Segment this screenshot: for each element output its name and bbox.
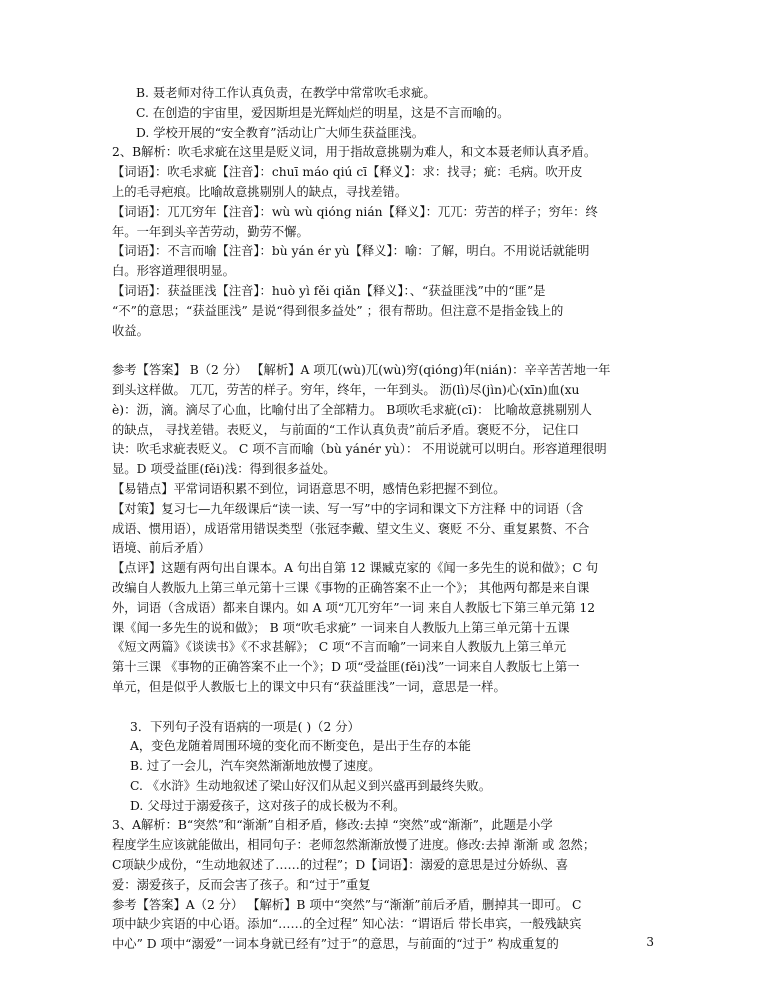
blank-line <box>112 698 658 718</box>
text-line: 的缺点， 寻找差错。表贬义， 与前面的“工作认真负责”前后矛盾。褒贬不分， 记住口 <box>112 422 579 437</box>
text-line: 成语、惯用语），成语常用错误类型（张冠李戴、望文生义、褒贬 不分、重复累赘、不合 <box>112 521 590 536</box>
text-line: 上的毛寻疤痕。比喻故意挑剔别人的缺点，寻找差错。 <box>112 184 408 199</box>
text-line: C. 在创造的宇宙里，爱因斯坦是光辉灿烂的明星，这是不言而喻的。 <box>136 105 510 120</box>
text-line: 外，词语（含成语）都来自课内。如 A 项“兀兀穷年”一词 来自人教版七下第三单元第 12 <box>112 600 596 615</box>
text-line: 【词语】：兀兀穷年【注音】：wù wù qióng nián【释义】：兀兀：劳苦的样子；穷年：终 <box>112 204 598 219</box>
text-line: 【词语】：吹毛求疵【注音】：chuī máo qiú cī【释义】：求：找寻；疵：毛病。吹开皮 <box>112 165 583 180</box>
text-line: 【对策】复习七—九年级课后“读一读、写一写”中的字词和课文下方注释 中的词语（含 <box>112 501 584 516</box>
text-line: 课《闻一多先生的说和做》； B 项“吹毛求疵” 一词来自人教版九上第三单元第十五课 <box>112 620 570 635</box>
document-body <box>112 84 658 955</box>
text-line: 年。一年到头辛苦劳动，勤劳不懈。 <box>112 224 309 239</box>
text-line: D. 父母过于溺爱孩子，这对孩子的成长极为不利。 <box>130 798 406 813</box>
text-line: 爱：溺爱孩子，反而会害了孩子。和“过于”重复 <box>112 877 371 892</box>
text-line: 语境、前后矛盾） <box>112 541 211 556</box>
text-line: 项中缺少宾语的中心语。添加“……的全过程” 知心法：“谓语后 带长串宾，一般残缺宾 <box>112 917 582 932</box>
text-line: 参考【答案】A（2 分） 【解析】B 项中“突然”与“渐渐”前后矛盾，删掉其一即可。 C <box>112 897 582 912</box>
text-line: 单元，但是似乎人教版七上的课文中只有“获益匪浅”一词，意思是一样。 <box>112 679 506 694</box>
text-line: 2、B解析：吹毛求疵在这里是贬义词，用于指故意挑剔为难人，和文本聂老师认真矛盾。 <box>112 145 597 160</box>
text-line: 【点评】这题有两句出自课本。A 句出自第 12 课臧克家的《闻一多先生的说和做》；C 句 <box>112 561 599 576</box>
page-number: 3 <box>646 935 654 949</box>
blank-line <box>112 341 658 361</box>
text-line: 参考【答案】 B（2 分） 【解析】A 项兀(wù)兀(wù)穷(qióng)年(nián)：辛辛苦苦地一年 <box>112 363 611 378</box>
text-line: B. 聂老师对待工作认真负责，在教学中常常吹毛求疵。 <box>136 86 436 100</box>
text-line: 显。D 项受益匪(fěi)浅：得到很多益处。 <box>112 462 336 477</box>
text-line: 《短文两篇》《谈读书》《不求甚解》； C 项“不言而喻”一词来自人教版九上第三单元 <box>112 640 567 655</box>
text-line: “不”的意思；“获益匪浅” 是说“得到很多益处” ；很有帮助。但注意不是指金钱上的 <box>112 303 564 318</box>
text-line: 【词语】：获益匪浅【注音】：huò yì fěi qiǎn【释义】：、“获益匪浅”中的“匪”是 <box>112 283 546 298</box>
text-line: 【词语】：不言而喻【注音】：bù yán ér yù【释义】：喻：了解，明白。不用说话就能明 <box>112 244 590 259</box>
text-line: 3、A解析：B“突然”和“渐渐”自相矛盾，修改:去掉 “突然”或“渐渐”，此题是小学 <box>112 818 553 833</box>
text-line: 改编自人教版九上第三单元第十三课《事物的正确答案不止一个》； 其他两句都是来自课 <box>112 580 590 595</box>
text-line: C项缺少成份，“生动地叙述了……的过程”；D【词语】：溺爱的意思是过分娇纵、喜 <box>112 858 569 873</box>
text-line: 到头这样做。 兀兀，劳苦的样子。穷年，终年，一年到头。 沥(lì)尽(jìn)心(xīn)血(xu <box>112 382 580 397</box>
text-line: D. 学校开展的“安全教育”活动让广大师生获益匪浅。 <box>136 125 425 140</box>
text-line: 程度学生应该就能做出，相同句子：老师忽然渐渐放慢了进度。修改:去掉 渐渐 或 忽然； <box>112 838 596 853</box>
text-line: 3．下列句子没有语病的一项是( )（2 分） <box>130 719 360 734</box>
text-line: C. 《水浒》生动地叙述了梁山好汉们从起义到兴盛再到最终失败。 <box>130 778 492 793</box>
text-line: B. 过了一会儿，汽车突然渐渐地放慢了速度。 <box>130 759 381 774</box>
text-line: 第十三课 《事物的正确答案不止一个》；D 项“受益匪(fěi)浅”一词来自人教版七上第一 <box>112 660 580 675</box>
text-line: 诀：吹毛求疵表贬义。 C 项不言而喻（bù yánér yù）： 不用说就可以明白。形容道理很明 <box>112 442 607 457</box>
text-line: 中心” D 项中“溺爱”一词本身就已经有”过于”的意思，与前面的“过于” 构成重复的 <box>112 937 559 952</box>
text-line: 收益。 <box>112 323 149 338</box>
text-line: è)：沥，滴。滴尽了心血，比喻付出了全部精力。 B项吹毛求疵(cī)： 比喻故意挑剔别人 <box>112 402 592 417</box>
text-line: 【易错点】平常词语积累不到位，词语意思不明，感情色彩把握不到位。 <box>112 481 506 496</box>
text-line: A，变色龙随着周围环境的变化而不断变色，是出于生存的本能 <box>130 739 471 754</box>
text-line: 白。形容道理很明显。 <box>112 264 235 279</box>
